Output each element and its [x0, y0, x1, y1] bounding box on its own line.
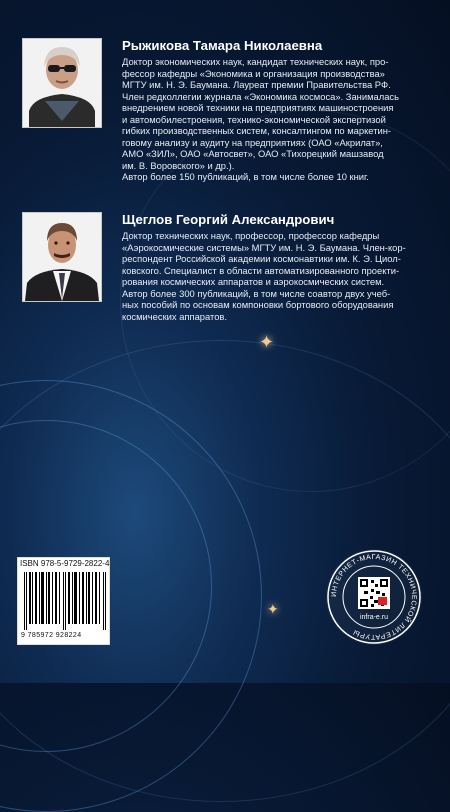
isbn-label: ISBN 978-5-9729-2822-4: [20, 559, 110, 568]
publisher-stamp: [326, 549, 422, 645]
bio-line: фессор кафедры «Экономика и организация производства»: [122, 67, 385, 79]
bio-line: ных пособий по основам компоновки бортового оборудования: [122, 299, 394, 310]
author-portrait: [22, 212, 102, 302]
bio-line: и автомобилестроения, технико-экономической экспертизой: [122, 113, 386, 125]
stamp-site: infra-e.ru: [359, 614, 389, 621]
bio-line: Доктор технических наук, профессор, профессор кафедры: [122, 230, 380, 241]
bio-line: гибких производственных систем, консалтингом по маркетин-: [122, 125, 392, 136]
bio-line: им. В. Воровского» и др.).: [122, 159, 235, 171]
bio-line: Автор более 150 публикаций, в том числе более 10 книг.: [122, 171, 369, 182]
star-icon: ✦: [259, 332, 275, 352]
bio-line: «Аэрокосмические системы» МГТУ им. Н. Э. Баумана. Член-кор-: [122, 241, 406, 253]
barcode-icon: [24, 572, 106, 630]
author-name: Щеглов Георгий Александрович: [122, 212, 335, 227]
bio-line: говому анализу и аудиту на предприятиях (ОАО «Акрилат»,: [122, 136, 383, 148]
star-icon: ✦: [267, 601, 279, 617]
bio-line: космических аппаратов.: [122, 310, 227, 322]
bio-line: Доктор экономических наук, кандидат технических наук, про-: [122, 56, 389, 67]
bio-line: рования космических аппаратов и аэрокосмических систем.: [122, 276, 385, 287]
portrait-woman-image: [23, 39, 101, 127]
bio-line: Член редколлегии журнала «Экономика космоса». Занималась: [122, 90, 399, 102]
bio-line: МГТУ им. Н. Э. Баумана. Лауреат премии Правительства РФ.: [122, 79, 391, 90]
barcode-number: 9 785972 928224: [21, 632, 82, 639]
isbn-barcode-box: [17, 557, 110, 645]
bio-line: ковского. Специалист в области автоматизированного проекти-: [122, 264, 400, 276]
author-bio: [122, 56, 427, 183]
portrait-man-image: [23, 213, 101, 301]
bio-line: респондент Российской академии космонавтики им. К. Э. Циол-: [122, 253, 401, 264]
stamp-ring-textpath: ИНТЕРНЕТ-МАГАЗИН ТЕХНИЧЕСКОЙ ЛИТЕРАТУРЫ: [330, 553, 418, 641]
author-name: Рыжикова Тамара Николаевна: [122, 38, 323, 53]
author-portrait: [22, 38, 102, 128]
bio-line: АМО «ЗИЛ», ОАО «Автосвет», ОАО «Тихорецкий машзавод: [122, 148, 384, 159]
bio-line: внедрением новой техники на предприятиях машиностроения: [122, 102, 394, 113]
author-block-shcheglov: [16, 212, 436, 342]
author-block-ryzhikova: [16, 38, 436, 198]
author-bio: [122, 230, 427, 322]
stamp-graphic: [326, 549, 422, 645]
bio-line: Автор более 300 публикаций, в том числе соавтор двух учеб-: [122, 287, 391, 299]
